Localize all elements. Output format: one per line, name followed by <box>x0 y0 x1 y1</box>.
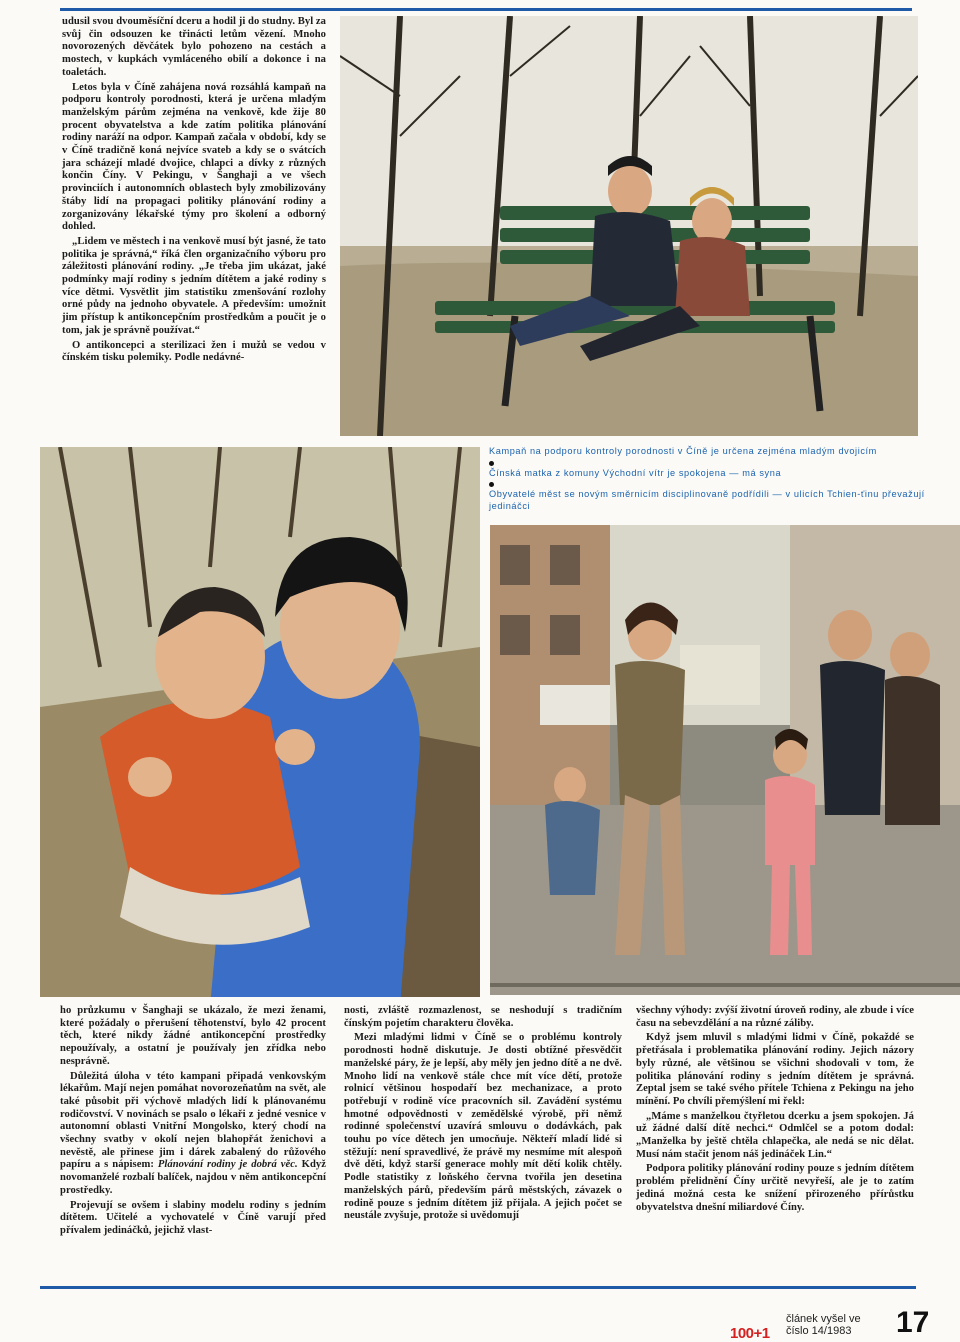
bottom1-p2-text: Důležitá úloha v této kampani připadá venkovským lékařům. Mají nejen pomáhat novorozeňatům na svět, ale také působit při výchově mladých lidí k plánovanému rodičovství. V novinách se psalo o lékaři z jedné vesnice v autonomní oblasti Vnitřní Mongolsko, který chodí na všechny svatby v okolí nejen blahopřát ženichovi a nevěstě, ale přinese jim i dárek zabalený do růžového papíru a s nápisem: <box>60 1070 326 1171</box>
photo-captions <box>489 446 949 512</box>
bottom3-paragraph-1: všechny výhody: zvýší životní úroveň rodiny, ale zbude i více času na sebevzdělání a na různé záliby. <box>636 1005 914 1029</box>
bottom3-paragraph-2: Když jsem mluvil s mladými lidmi v Číně, pokaždé se přetřásala i problematika plánování rodiny. Jejich názory byly různé, ale většinou se všichni shodovali v tom, že politika plánování rodiny s jedním dítětem je správná. Zeptal jsem se také svého přítele Tchiena z Pekingu na jeho mínění. Po chvíli přemýšlení mi řekl: <box>636 1032 914 1107</box>
bottom1-paragraph-3: Projevují se ovšem i slabiny modelu rodiny s jedním dítětem. Učitelé a vychovatelé v Číně varují před přívalem jedináčků, jejichž vlast- <box>60 1199 326 1236</box>
bottom1-p2-text-end: Když novomanželé rozbalí balíček, najdou v něm antikoncepční prostředky. <box>60 1159 326 1196</box>
left-paragraph-2: Letos byla v Číně zahájena nová rozsáhlá kampaň na podporu kontroly porodnosti, která je určena mladým manželským párům zejména na venkově, kde žije 80 procent obyvatelstva a kde zatím politika plánování rodiny naráží na odpor. Kampaň začala v období, kdy se v Číně tradičně koná nejvíce svateb a kdy se o svátcích jara scházejí mladé dvojice, chlapci a dívky z různých končin Číny. V Pekingu, v Šanghaji a ve všech provinciích i autonomních oblastech byly zmobilizovány štáby lidí na propagaci politiky plánování rodiny a zorganizovány lékařské týmy pro školení a odborný dohled. <box>62 81 326 233</box>
bottom-column-1 <box>60 1005 326 1240</box>
photo-mother-with-son <box>40 447 480 997</box>
left-column <box>62 16 326 367</box>
footer-note <box>786 1313 861 1337</box>
bottom1-paragraph-1: ho průzkumu v Šanghaji se ukázalo, že mezi ženami, které požádaly o přerušení těhotenství, bylo 42 procent těch, které nikdy žádné antikoncepční prostředky nepoužívaly, a ostatní je používaly jen zřídka nebo nesprávně. <box>60 1005 326 1067</box>
caption-bullet-icon <box>489 482 494 487</box>
magazine-logo: 100+1 <box>730 1325 770 1342</box>
left-paragraph-4: O antikoncepci a sterilizaci žen i mužů se vedou v čínském tisku polemiky. Podle nedávné- <box>62 339 326 364</box>
top-rule <box>60 8 912 11</box>
bottom-column-2 <box>344 1005 622 1225</box>
left-paragraph-1: udusil svou dvouměsíční dceru a hodil ji do studny. Byl za svůj čin odsouzen ke třinácti letům vězení. Mnoho novorozených děvčátek bylo pohozeno na cestách a mostech, v kupkách vymláceného obilí a dokonce i na toaletách. <box>62 16 326 78</box>
bottom-rule <box>40 1286 916 1289</box>
bottom1-paragraph-2 <box>60 1071 326 1198</box>
photo-city-street <box>490 525 960 995</box>
bottom2-paragraph-2: Mezi mladými lidmi v Číně se o problému kontroly porodnosti hodně diskutuje. Je dosti obtížné přesvědčit manželské páry, že je lepší, aby měly jen jedno dítě a ne dvě. Mnoho lidí na venkově stále chce mít více dětí, protože rolnicí většinou hospodaří bez mechanizace, a proto potřebují v rodině více pracovních sil. Zavádění systému hmotné odpovědnosti v zemědělské výrobě, při němž rodinné společenství uzavírá smlouvu o dodávkách, pak touhu po více dětech jen umocňuje. Někteří mladí lidé si stěžují: není spravedlivé, že právě my nesmíme mít alespoň dvě děti, když starší generace mohly mít dětí kolik chtěly. Podle statistiky z loňského června tvořila jen desetina manželských párů, především párů městských, závazek o rodině pouze s jedním dítětem již přijala. A jejich počet se neustále zvyšuje, protože si uvědomují <box>344 1032 622 1222</box>
page-number: 17 <box>896 1306 930 1339</box>
left-paragraph-3: „Lidem ve městech i na venkově musí být jasné, že tato politika je správná,“ říká člen organizačního výboru pro záležitosti plánování rodiny. „Je třeba jim ukázat, jaké podmínky mají rodiny s jedním dítětem a jaké rodiny s více dětmi. Vysvětlit jim statistiku zmenšování rozlohy orné půdy na jednoho obyvatele. A především: umožnit jim přístup k antikoncepčním prostředkům a poučit je o tom, jak je správně používat.“ <box>62 235 326 336</box>
caption-couple: Kampaň na podporu kontroly porodnosti v Číně je určena zejména mladým dvojicím <box>489 446 877 456</box>
bottom-column-3 <box>636 1005 914 1216</box>
bottom1-p2-motto: Plánování rodiny je dobrá věc. <box>157 1159 298 1171</box>
bottom2-paragraph-1: nosti, zvláště rozmazlenost, se neshodují s tradičním čínským pojetím charakteru člověka. <box>344 1005 622 1029</box>
footer-note-line-1: článek vyšel ve <box>786 1313 861 1325</box>
caption-street: Obyvatelé měst se novým směrnicím disciplinovaně podřídili — v ulicích Tchien-ťinu převažují jedináčci <box>489 489 925 511</box>
caption-mother: Čínská matka z komuny Východní vítr je spokojena — má syna <box>489 467 782 478</box>
bottom3-paragraph-4: Podpora politiky plánování rodiny pouze s jedním dítětem problém přelidnění Číny určitě nevyřeší, ale je to zatím jediná možná cesta ke snížení přirozeného přírůstku obyvatelstva dnešní miliardové Číny. <box>636 1163 914 1213</box>
caption-bullet-icon <box>489 461 494 466</box>
footer-note-line-2: číslo 14/1983 <box>786 1325 852 1337</box>
photo-couple-on-bench <box>340 16 918 436</box>
bottom3-paragraph-3: „Máme s manželkou čtyřletou dcerku a jsem spokojen. Já už žádné další dítě nechci.“ Odmlčel se a potom dodal: „Manželka by ještě chtěla chlapečka, ale nedá se nic dělat. Musí nám stačit jenom náš jedináček Lin.“ <box>636 1110 914 1160</box>
